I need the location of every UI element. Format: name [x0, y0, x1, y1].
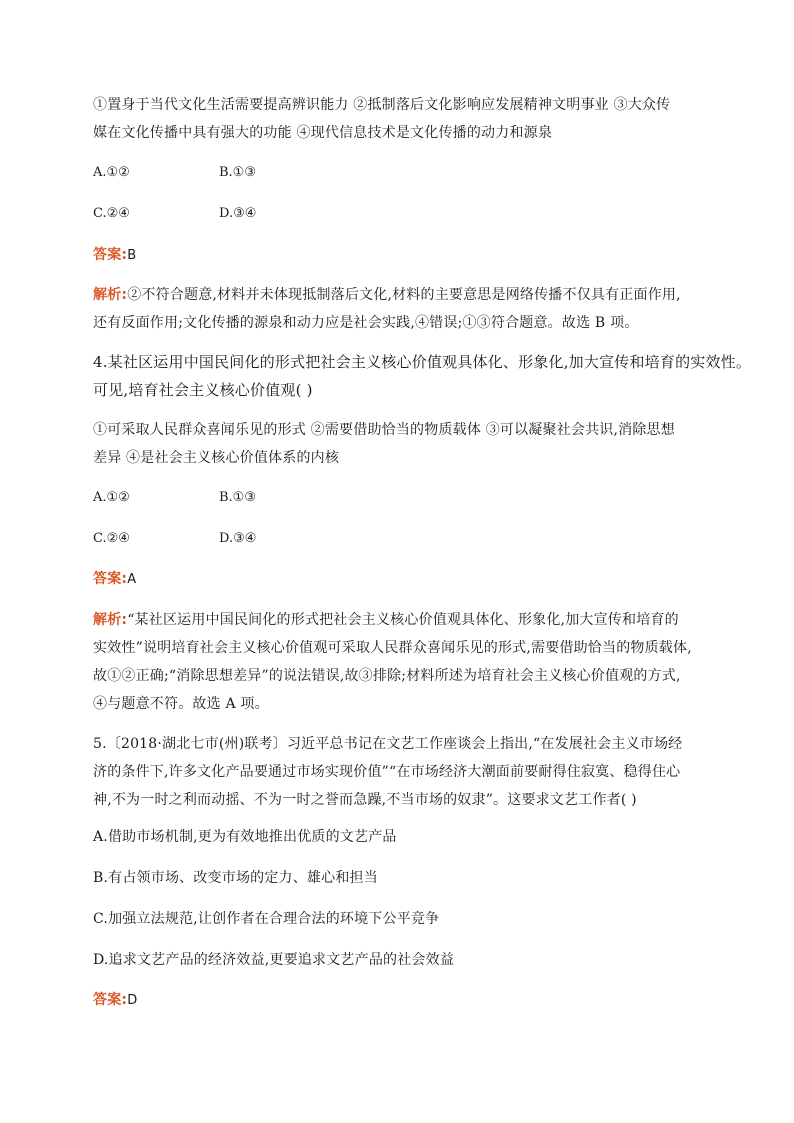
q5-option-d: D.追求文艺产品的经济效益,更要追求文艺产品的社会效益 [93, 952, 455, 968]
q4-option-a: A.①② [93, 490, 130, 505]
q4-statement-line-1: ①可采取人民群众喜闻乐见的形式 ②需要借助恰当的物质载体 ③可以凝聚社会共识,消除思想 [93, 422, 675, 438]
q5-answer-label: 答案: [93, 992, 128, 1008]
q4-option-b: B.①③ [219, 490, 256, 505]
q3-analysis-text-1: ②不符合题意,材料并未体现抵制落后文化,材料的主要意思是网络传播不仅具有正面作用, [127, 287, 681, 303]
q4-analysis-line-4: ④与题意不符。故选 A 项。 [93, 696, 269, 712]
q4-analysis-line-1 [93, 610, 679, 630]
q5-option-c: C.加强立法规范,让创作者在合理合法的环境下公平竞争 [93, 911, 440, 927]
q5-stem-line-2: 济的条件下,许多文化产品要通过市场实现价值”“在市场经济大潮面前要耐得住寂寞、稳得住心 [93, 764, 681, 780]
q4-answer-value: A [127, 572, 137, 587]
q3-answer [93, 245, 136, 266]
q5-stem-line-1: 5.〔2018·湖北七市(州)联考〕习近平总书记在文艺工作座谈会上指出,“在发展社会主义市场经 [93, 736, 683, 752]
q4-analysis-line-2: 实效性”说明培育社会主义核心价值观可采取人民群众喜闻乐见的形式,需要借助恰当的物质载体, [93, 640, 692, 656]
q4-option-c: C.②④ [93, 531, 130, 546]
q3-option-d: D.③④ [219, 206, 257, 221]
q3-statement-line-1: ①置身于当代文化生活需要提高辨识能力 ②抵制落后文化影响应发展精神文明事业 ③大众传 [93, 97, 671, 113]
q5-answer [93, 990, 137, 1011]
q4-stem-line-2: 可见,培育社会主义核心价值观( ) [93, 381, 313, 399]
q3-statement-line-2: 媒在文化传播中具有强大的功能 ④现代信息技术是文化传播的动力和源泉 [93, 125, 553, 141]
q4-analysis-label: 解析: [93, 612, 128, 628]
q3-analysis-label: 解析: [93, 287, 128, 303]
q5-stem-line-3: 神,不为一时之利而动摇、不为一时之誉而急躁,不当市场的奴隶”。这要求文艺工作者( ) [93, 792, 637, 808]
q3-option-a: A.①② [93, 165, 130, 180]
q4-answer [93, 569, 136, 590]
q5-answer-value: D [127, 993, 138, 1008]
q3-answer-value: B [127, 248, 137, 263]
q4-analysis-line-3: 故①②正确;“消除思想差异”的说法错误,故③排除;材料所述为培育社会主义核心价值观的方式, [93, 668, 681, 684]
q4-stem-line-1: 4.某社区运用中国民间化的形式把社会主义核心价值观具体化、形象化,加大宣传和培育的实效性。 [93, 353, 752, 371]
q4-analysis-text-1: “某社区运用中国民间化的形式把社会主义核心价值观具体化、形象化,加大宣传和培育的 [127, 612, 679, 628]
q3-answer-label: 答案: [93, 247, 128, 263]
q5-option-a: A.借助市场机制,更为有效地推出优质的文艺产品 [93, 829, 397, 845]
q5-option-b: B.有占领市场、改变市场的定力、雄心和担当 [93, 870, 378, 886]
q3-analysis-line-2: 还有反面作用;文化传播的源泉和动力应是社会实践,④错误;①③符合题意。故选 B 项。 [93, 315, 639, 331]
q4-statement-line-2: 差异 ④是社会主义核心价值体系的内核 [93, 450, 340, 466]
q3-analysis-line-1 [93, 285, 681, 305]
q4-option-d: D.③④ [219, 531, 257, 546]
q4-answer-label: 答案: [93, 571, 128, 587]
q3-option-c: C.②④ [93, 206, 130, 221]
q3-option-b: B.①③ [219, 165, 256, 180]
